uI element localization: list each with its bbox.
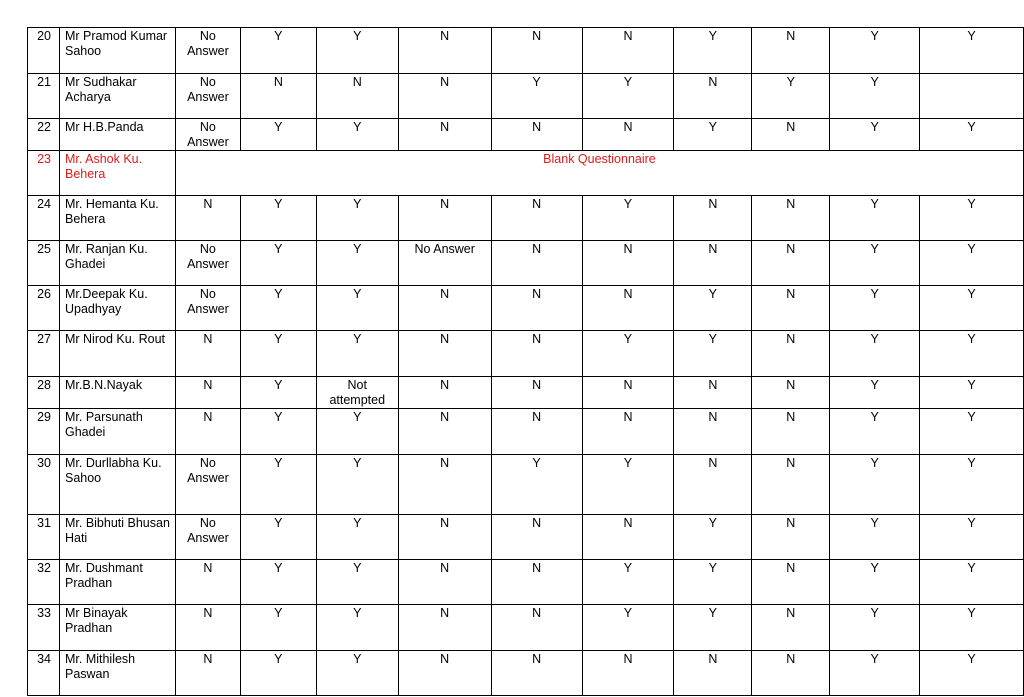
answer-cell: N [491,331,582,377]
answer-cell: N [491,409,582,455]
serial-number-cell: 27 [28,331,60,377]
answer-cell: Y [316,651,398,696]
answer-cell: N [674,377,752,409]
answer-cell: N [398,331,491,377]
respondent-name-cell: Mr. Ashok Ku. Behera [59,151,175,196]
respondent-name-cell: Mr.Deepak Ku. Upadhyay [59,286,175,331]
answer-cell: N [398,651,491,696]
answer-cell: N [398,605,491,651]
table-row [28,286,1024,331]
respondent-name-cell: Mr. Bibhuti Bhusan Hati [59,515,175,560]
answer-cell: N [398,74,491,119]
answer-cell: N [752,119,830,151]
answer-cell: N [752,651,830,696]
answer-cell: N [175,196,240,241]
answer-cell: Y [582,560,674,605]
table-row [28,28,1024,74]
answer-cell: No Answer [175,74,240,119]
answer-cell: Y [240,560,316,605]
answer-cell: N [674,455,752,515]
answer-cell: Y [582,74,674,119]
serial-number-cell: 33 [28,605,60,651]
answer-cell: No Answer [175,515,240,560]
answer-cell: N [491,605,582,651]
answer-cell: N [491,377,582,409]
answer-cell: N [752,241,830,286]
answer-cell: N [582,286,674,331]
answer-cell: Y [674,28,752,74]
answer-cell: Y [240,605,316,651]
serial-number-cell: 28 [28,377,60,409]
answer-cell: N [316,74,398,119]
answer-cell: Y [491,74,582,119]
serial-number-cell: 22 [28,119,60,151]
answer-cell: N [752,286,830,331]
table-row [28,409,1024,455]
answer-cell: Y [674,331,752,377]
answer-cell: N [175,605,240,651]
answer-cell: N [491,651,582,696]
answer-cell: Y [920,241,1024,286]
answer-cell: N [175,377,240,409]
serial-number-cell: 34 [28,651,60,696]
survey-response-table [27,27,1024,696]
answer-cell: No Answer [175,286,240,331]
answer-cell: Y [316,241,398,286]
respondent-name-cell: Mr Pramod Kumar Sahoo [59,28,175,74]
blank-questionnaire-note: Blank Questionnaire [175,151,1023,196]
answer-cell: Y [920,409,1024,455]
answer-cell: N [491,119,582,151]
answer-cell: Y [674,560,752,605]
answer-cell: N [674,409,752,455]
answer-cell: N [752,560,830,605]
answer-cell: Y [316,605,398,651]
respondent-name-cell: Mr Sudhakar Acharya [59,74,175,119]
answer-cell: Y [240,455,316,515]
table-row [28,331,1024,377]
answer-cell: Y [920,119,1024,151]
answer-cell: Y [582,331,674,377]
answer-cell: N [752,196,830,241]
serial-number-cell: 25 [28,241,60,286]
answer-cell: No Answer [175,119,240,151]
answer-cell: Y [830,515,920,560]
answer-cell: No Answer [175,455,240,515]
answer-cell: N [240,74,316,119]
answer-cell: N [582,241,674,286]
table-row [28,241,1024,286]
answer-cell: Y [674,119,752,151]
answer-cell: N [752,605,830,651]
answer-cell: Y [920,286,1024,331]
answer-cell: Y [830,196,920,241]
answer-cell: Y [316,409,398,455]
respondent-name-cell: Mr. Mithilesh Paswan [59,651,175,696]
answer-cell: N [752,377,830,409]
answer-cell: Y [240,515,316,560]
answer-cell: Y [830,286,920,331]
answer-cell: N [674,651,752,696]
answer-cell: Y [316,286,398,331]
respondent-name-cell: Mr Binayak Pradhan [59,605,175,651]
answer-cell: Y [752,74,830,119]
answer-cell: N [175,560,240,605]
answer-cell: Y [920,377,1024,409]
answer-cell: Y [920,560,1024,605]
answer-cell: Y [316,28,398,74]
answer-cell: N [398,28,491,74]
answer-cell: Y [830,241,920,286]
answer-cell: No Answer [175,241,240,286]
answer-cell: N [398,196,491,241]
answer-cell: N [752,515,830,560]
answer-cell: N [398,560,491,605]
answer-cell: Y [830,331,920,377]
serial-number-cell: 21 [28,74,60,119]
answer-cell: Y [830,74,920,119]
table-row [28,455,1024,515]
respondent-name-cell: Mr. Parsunath Ghadei [59,409,175,455]
table-row [28,605,1024,651]
answer-cell: Y [830,605,920,651]
answer-cell: Y [582,455,674,515]
answer-cell: N [491,196,582,241]
table-row [28,651,1024,696]
answer-cell: N [582,515,674,560]
answer-cell: N [175,409,240,455]
respondent-name-cell: Mr. Durllabha Ku. Sahoo [59,455,175,515]
respondent-name-cell: Mr Nirod Ku. Rout [59,331,175,377]
answer-cell: N [398,409,491,455]
answer-cell: N [491,286,582,331]
serial-number-cell: 24 [28,196,60,241]
table-row [28,377,1024,409]
answer-cell: N [582,119,674,151]
answer-cell: Y [240,409,316,455]
answer-cell: Y [240,377,316,409]
answer-cell: N [491,515,582,560]
answer-cell: N [175,651,240,696]
answer-cell: N [491,560,582,605]
answer-cell: N [582,651,674,696]
answer-cell: Y [920,331,1024,377]
empty-cell [920,74,1024,119]
answer-cell: N [582,28,674,74]
respondent-name-cell: Mr. Dushmant Pradhan [59,560,175,605]
answer-cell: Y [920,455,1024,515]
table-row [28,196,1024,241]
answer-cell: Y [240,651,316,696]
answer-cell: Y [240,119,316,151]
serial-number-cell: 23 [28,151,60,196]
answer-cell: Y [830,455,920,515]
answer-cell: N [752,28,830,74]
answer-cell: Y [240,286,316,331]
answer-cell: Y [920,651,1024,696]
answer-cell: N [175,331,240,377]
answer-cell: Y [240,196,316,241]
answer-cell: Y [830,119,920,151]
answer-cell: Y [830,651,920,696]
answer-cell: No Answer [175,28,240,74]
answer-cell: Y [316,455,398,515]
table-row-blank [28,151,1024,196]
answer-cell: N [398,286,491,331]
respondent-name-cell: Mr.B.N.Nayak [59,377,175,409]
answer-cell: Not attempted [316,377,398,409]
answer-cell: Y [316,560,398,605]
answer-cell: Y [316,196,398,241]
answer-cell: N [398,455,491,515]
respondent-name-cell: Mr. Ranjan Ku. Ghadei [59,241,175,286]
answer-cell: Y [316,119,398,151]
answer-cell: Y [920,515,1024,560]
answer-cell: N [674,74,752,119]
answer-cell: N [582,377,674,409]
answer-cell: Y [240,331,316,377]
answer-cell: Y [674,605,752,651]
answer-cell: No Answer [398,241,491,286]
answer-cell: Y [582,196,674,241]
answer-cell: N [752,455,830,515]
answer-cell: N [491,28,582,74]
answer-cell: Y [582,605,674,651]
respondent-name-cell: Mr H.B.Panda [59,119,175,151]
answer-cell: Y [240,28,316,74]
answer-cell: N [674,241,752,286]
answer-cell: N [752,409,830,455]
answer-cell: Y [920,196,1024,241]
table-row [28,74,1024,119]
answer-cell: Y [920,28,1024,74]
table-row [28,119,1024,151]
answer-cell: N [398,515,491,560]
serial-number-cell: 26 [28,286,60,331]
answer-cell: Y [674,515,752,560]
answer-cell: N [582,409,674,455]
answer-cell: Y [830,377,920,409]
answer-cell: N [398,119,491,151]
answer-cell: N [398,377,491,409]
answer-cell: Y [830,409,920,455]
answer-cell: N [491,241,582,286]
serial-number-cell: 29 [28,409,60,455]
answer-cell: Y [316,515,398,560]
serial-number-cell: 30 [28,455,60,515]
answer-cell: Y [316,331,398,377]
answer-cell: Y [830,28,920,74]
answer-cell: N [752,331,830,377]
answer-cell: Y [830,560,920,605]
answer-cell: Y [674,286,752,331]
answer-cell: Y [240,241,316,286]
answer-cell: Y [491,455,582,515]
serial-number-cell: 20 [28,28,60,74]
table-row [28,515,1024,560]
respondent-name-cell: Mr. Hemanta Ku. Behera [59,196,175,241]
answer-cell: Y [920,605,1024,651]
answer-cell: N [674,196,752,241]
table-row [28,560,1024,605]
serial-number-cell: 31 [28,515,60,560]
serial-number-cell: 32 [28,560,60,605]
